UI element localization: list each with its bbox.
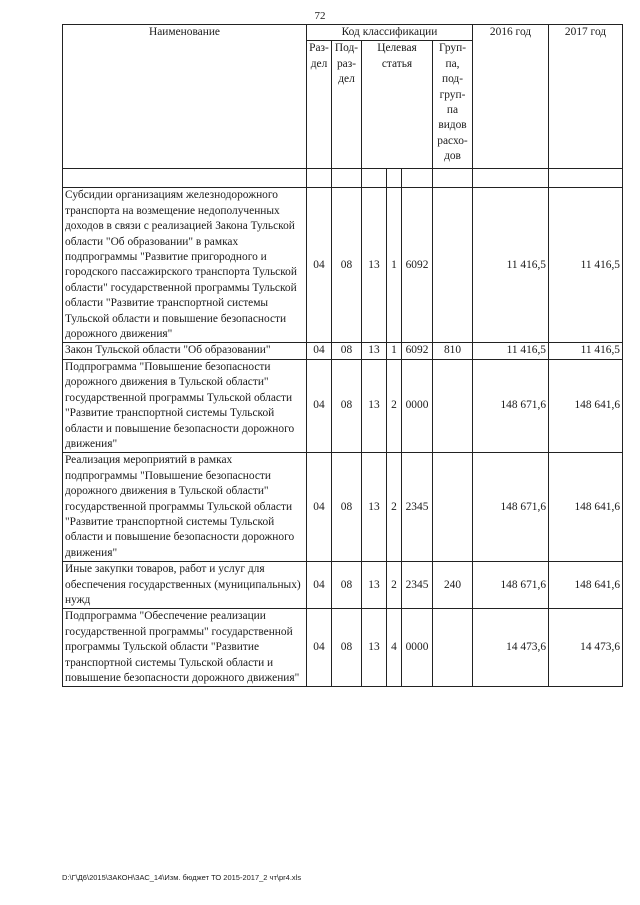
- header-year-2017: 2017 год: [549, 25, 623, 169]
- row-expense-group: [433, 453, 473, 562]
- row-subsection: 08: [332, 359, 362, 452]
- table-row: [63, 343, 623, 359]
- row-target-subprogram: 1: [387, 343, 402, 359]
- row-name: Подпрограмма "Обеспечение реализации государственной программы" государственной программы Тульской области "Развитие транспортной системы Тульской области и повышение безопасности дорожного движения": [63, 609, 307, 687]
- row-name: Реализация мероприятий в рамках подпрограммы "Повышение безопасности дорожного движения в Тульской области" государственной программы Тульской области "Развитие транспортной системы Тульской области и повышение безопасности дорожного движения": [63, 453, 307, 562]
- header-target-article: Целевая статья: [362, 41, 433, 169]
- header-subsection: Под-раз-дел: [332, 41, 362, 169]
- row-name: Закон Тульской области "Об образовании": [63, 343, 307, 359]
- row-target-subprogram: 4: [387, 609, 402, 687]
- footer-file-path: D:\Г\Д6\2015\ЗАКОН\ЗАС_14\Изм. бюджет ТО 2015-2017_2 чт\pr4.xls: [62, 873, 302, 882]
- row-2017-amount: 11 416,5: [549, 343, 623, 359]
- row-target-direction: 6092: [402, 343, 433, 359]
- row-name: Подпрограмма "Повышение безопасности дорожного движения в Тульской области" государственной программы Тульской области "Развитие транспортной системы Тульской области и повышение безопасности дорожного движения": [63, 359, 307, 452]
- row-target-subprogram: 2: [387, 359, 402, 452]
- page-number: 72: [314, 10, 326, 22]
- row-2017-amount: 11 416,5: [549, 188, 623, 343]
- row-section: 04: [307, 359, 332, 452]
- row-subsection: 08: [332, 188, 362, 343]
- row-subsection: 08: [332, 562, 362, 609]
- table-row: [63, 562, 623, 609]
- header-year-2016: 2016 год: [473, 25, 549, 169]
- row-expense-group: 240: [433, 562, 473, 609]
- row-target-subprogram: 1: [387, 188, 402, 343]
- table-row: [63, 359, 623, 452]
- header-section: Раз-дел: [307, 41, 332, 169]
- row-target-program: 13: [362, 188, 387, 343]
- row-section: 04: [307, 453, 332, 562]
- row-2017-amount: 14 473,6: [549, 609, 623, 687]
- row-target-subprogram: 2: [387, 562, 402, 609]
- row-subsection: 08: [332, 609, 362, 687]
- row-name: Иные закупки товаров, работ и услуг для обеспечения государственных (муниципальных) нужд: [63, 562, 307, 609]
- row-target-program: 13: [362, 343, 387, 359]
- row-2017-amount: 148 641,6: [549, 453, 623, 562]
- header-classification-code: Код классификации: [307, 25, 473, 41]
- row-target-direction: 2345: [402, 453, 433, 562]
- row-subsection: 08: [332, 453, 362, 562]
- row-target-direction: 0000: [402, 359, 433, 452]
- row-subsection: 08: [332, 343, 362, 359]
- row-expense-group: 810: [433, 343, 473, 359]
- table-row: [63, 188, 623, 343]
- row-expense-group: [433, 609, 473, 687]
- row-2016-amount: 148 671,6: [473, 453, 549, 562]
- separator-row: [63, 169, 623, 188]
- row-2016-amount: 14 473,6: [473, 609, 549, 687]
- row-target-program: 13: [362, 609, 387, 687]
- row-section: 04: [307, 562, 332, 609]
- row-2016-amount: 11 416,5: [473, 188, 549, 343]
- row-2017-amount: 148 641,6: [549, 562, 623, 609]
- row-expense-group: [433, 359, 473, 452]
- table-row: [63, 609, 623, 687]
- row-target-program: 13: [362, 562, 387, 609]
- row-2017-amount: 148 641,6: [549, 359, 623, 452]
- budget-table: [62, 24, 623, 687]
- row-target-program: 13: [362, 359, 387, 452]
- row-name: Субсидии организациям железнодорожного транспорта на возмещение недополученных доходов в связи с реализацией Закона Тульской области "Об образовании" в рамках подпрограммы "Развитие пригородного и городского пассажирского транспорта Тульской области" государственной программы Тульской области "Развитие транспортной системы Тульской области и повышение безопасности дорожного движения": [63, 188, 307, 343]
- row-target-subprogram: 2: [387, 453, 402, 562]
- header-row: [63, 25, 623, 41]
- row-2016-amount: 148 671,6: [473, 562, 549, 609]
- row-target-direction: 2345: [402, 562, 433, 609]
- row-target-direction: 6092: [402, 188, 433, 343]
- row-2016-amount: 148 671,6: [473, 359, 549, 452]
- row-section: 04: [307, 188, 332, 343]
- table-row: [63, 453, 623, 562]
- row-target-direction: 0000: [402, 609, 433, 687]
- row-section: 04: [307, 343, 332, 359]
- header-name: Наименование: [63, 25, 307, 169]
- row-section: 04: [307, 609, 332, 687]
- header-expense-group: Груп-па, под-груп-па видов расхо-дов: [433, 41, 473, 169]
- row-2016-amount: 11 416,5: [473, 343, 549, 359]
- row-target-program: 13: [362, 453, 387, 562]
- row-expense-group: [433, 188, 473, 343]
